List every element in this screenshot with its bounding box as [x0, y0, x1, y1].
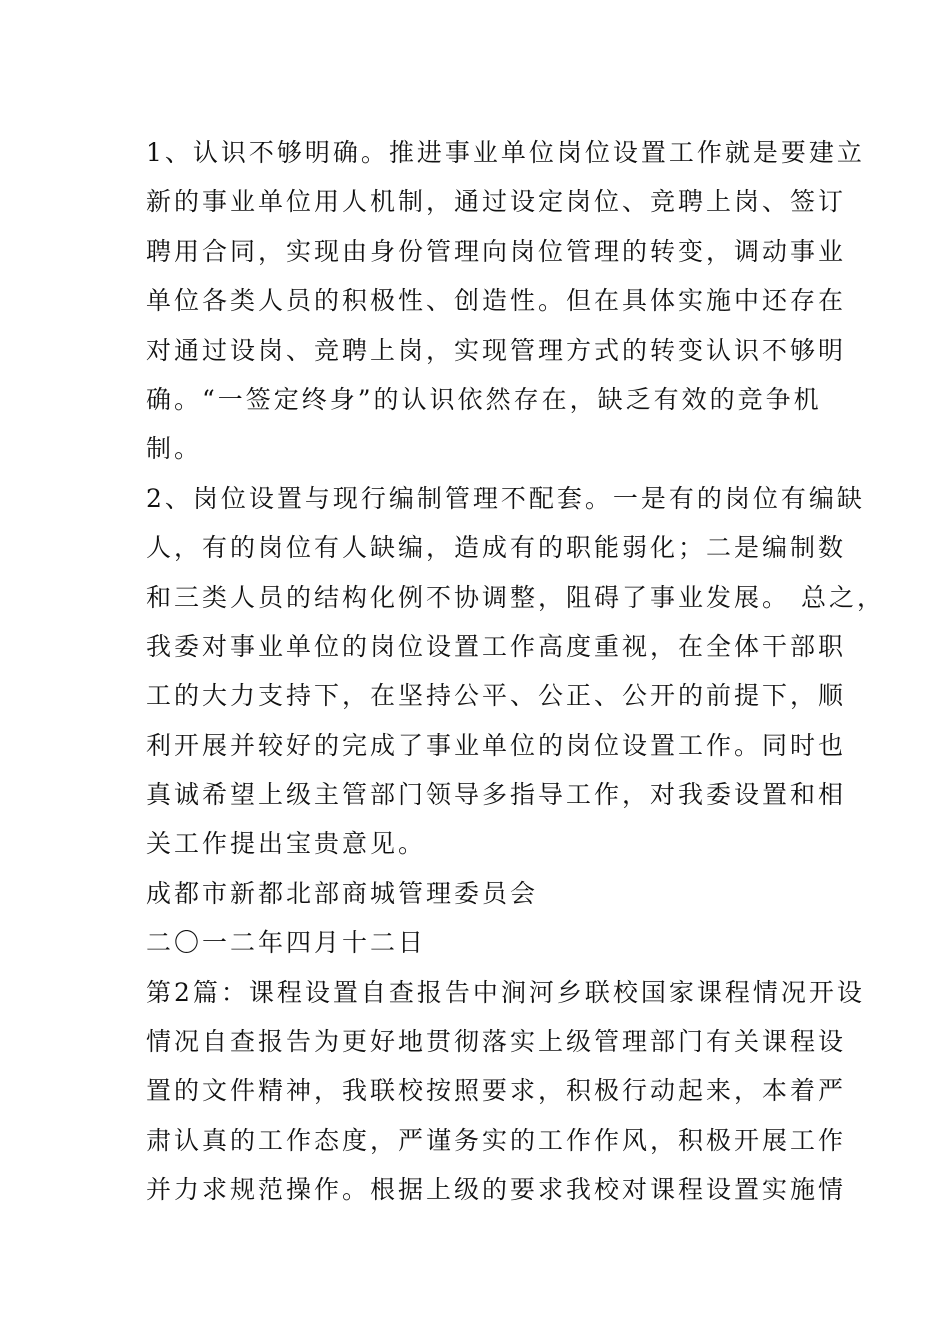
text-line: 肃认真的工作态度，严谨务实的工作作风，积极开展工作	[146, 1125, 847, 1155]
text-line: 第2篇：课程设置自查报告中涧河乡联校国家课程情况开设	[146, 977, 865, 1007]
signature-date: 二〇一二年四月十二日	[146, 928, 427, 958]
text-line: 情况自查报告为更好地贯彻落实上级管理部门有关课程设	[146, 1027, 847, 1057]
text-line: 人，有的岗位有人缺编，造成有的职能弱化；二是编制数	[146, 533, 847, 563]
text-line: 对通过设岗、竞聘上岗，实现管理方式的转变认识不够明	[146, 335, 847, 365]
text-line: 并力求规范操作。根据上级的要求我校对课程设置实施情	[146, 1175, 847, 1205]
text-line: 新的事业单位用人机制，通过设定岗位、竞聘上岗、签订	[146, 187, 847, 217]
text-line: 1、认识不够明确。推进事业单位岗位设置工作就是要建立	[146, 138, 865, 167]
text-line: 2、岗位设置与现行编制管理不配套。一是有的岗位有编缺	[146, 483, 865, 513]
signature-organization: 成都市新都北部商城管理委员会	[146, 878, 539, 908]
text-line: 关工作提出宝贵意见。	[146, 829, 427, 859]
text-line: 我委对事业单位的岗位设置工作高度重视，在全体干部职	[146, 631, 847, 661]
text-line: 单位各类人员的积极性、创造性。但在具体实施中还存在	[146, 286, 847, 316]
document-body	[146, 128, 885, 1215]
text-line: 真诚希望上级主管部门领导多指导工作，对我委设置和相	[146, 780, 847, 810]
text-line: 利开展并较好的完成了事业单位的岗位设置工作。同时也	[146, 730, 847, 760]
text-line: 聘用合同，实现由身份管理向岗位管理的转变，调动事业	[146, 236, 847, 266]
text-line: 制。	[146, 434, 203, 464]
text-line: 置的文件精神，我联校按照要求，积极行动起来，本着严	[146, 1076, 847, 1106]
text-line: 和三类人员的结构化例不协调整，阻碍了事业发展。 总之，	[146, 582, 885, 612]
text-line: 确。“一签定终身”的认识依然存在，缺乏有效的竞争机	[146, 384, 822, 414]
text-line: 工的大力支持下，在坚持公平、公正、公开的前提下，顺	[146, 681, 847, 711]
